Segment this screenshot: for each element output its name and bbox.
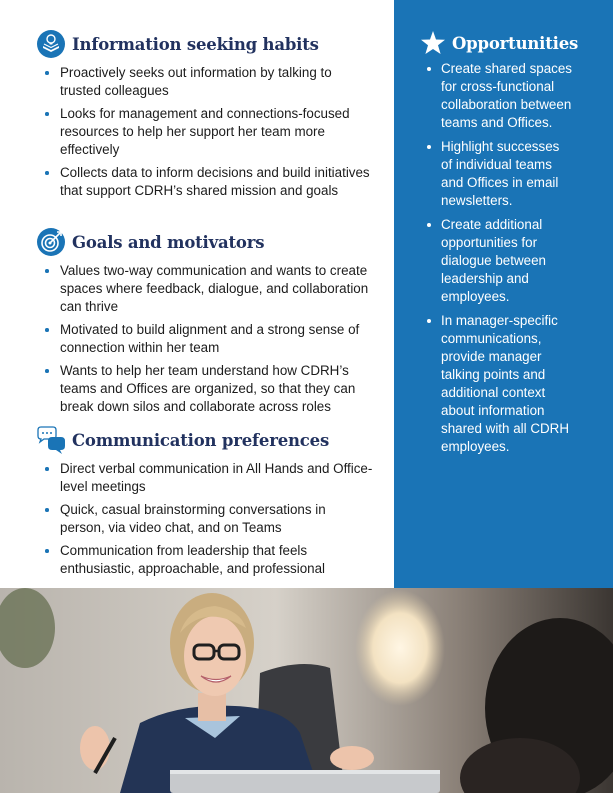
list-item: Create shared spaces for cross-functional collaboration between teams and Offices. <box>424 60 572 132</box>
list-item: Motivated to build alignment and a strong sense of connection within her team <box>36 321 374 357</box>
section-header <box>36 425 374 455</box>
section-information-seeking <box>36 29 374 205</box>
section-header <box>36 227 374 257</box>
list-item: Wants to help her team understand how CDRH’s teams and Offices are organized, so that they can break down silos and collaborate across roles <box>36 362 374 416</box>
section-title: Information seeking habits <box>72 34 319 54</box>
list-item: Quick, casual brainstorming conversations in person, via video chat, and on Teams <box>36 501 374 537</box>
photo-illustration <box>0 588 613 793</box>
book-lightbulb-icon <box>36 29 66 59</box>
list-item: Highlight successes of individual teams and Offices in email newsletters. <box>424 138 572 210</box>
chat-bubbles-icon <box>36 425 66 455</box>
main-content <box>0 0 394 588</box>
list-item: Proactively seeks out information by talking to trusted colleagues <box>36 64 374 100</box>
section-goals <box>36 227 374 421</box>
opportunities-list <box>424 60 572 462</box>
info-list <box>36 64 374 200</box>
list-item: In manager-specific communications, provide manager talking points and additional context about information shared with all CDRH employees. <box>424 312 572 456</box>
section-title: Goals and motivators <box>72 232 265 252</box>
opportunities-header <box>420 30 578 56</box>
section-communication <box>36 425 374 583</box>
list-item: Create additional opportunities for dialogue between leadership and employees. <box>424 216 572 306</box>
opportunities-panel <box>394 0 613 588</box>
section-title: Communication preferences <box>72 430 330 450</box>
list-item: Direct verbal communication in All Hands and Office-level meetings <box>36 460 374 496</box>
list-item: Looks for management and connections-focused resources to help her support her team more effectively <box>36 105 374 159</box>
communication-list <box>36 460 374 578</box>
target-icon <box>36 227 66 257</box>
star-icon <box>420 30 446 56</box>
list-item: Communication from leadership that feels enthusiastic, approachable, and professional <box>36 542 374 578</box>
list-item: Values two-way communication and wants to create spaces where feedback, dialogue, and collaboration can thrive <box>36 262 374 316</box>
section-header <box>36 29 374 59</box>
list-item: Collects data to inform decisions and build initiatives that support CDRH’s shared mission and goals <box>36 164 374 200</box>
goals-list <box>36 262 374 416</box>
opportunities-title: Opportunities <box>452 33 579 53</box>
hero-photo <box>0 588 613 793</box>
